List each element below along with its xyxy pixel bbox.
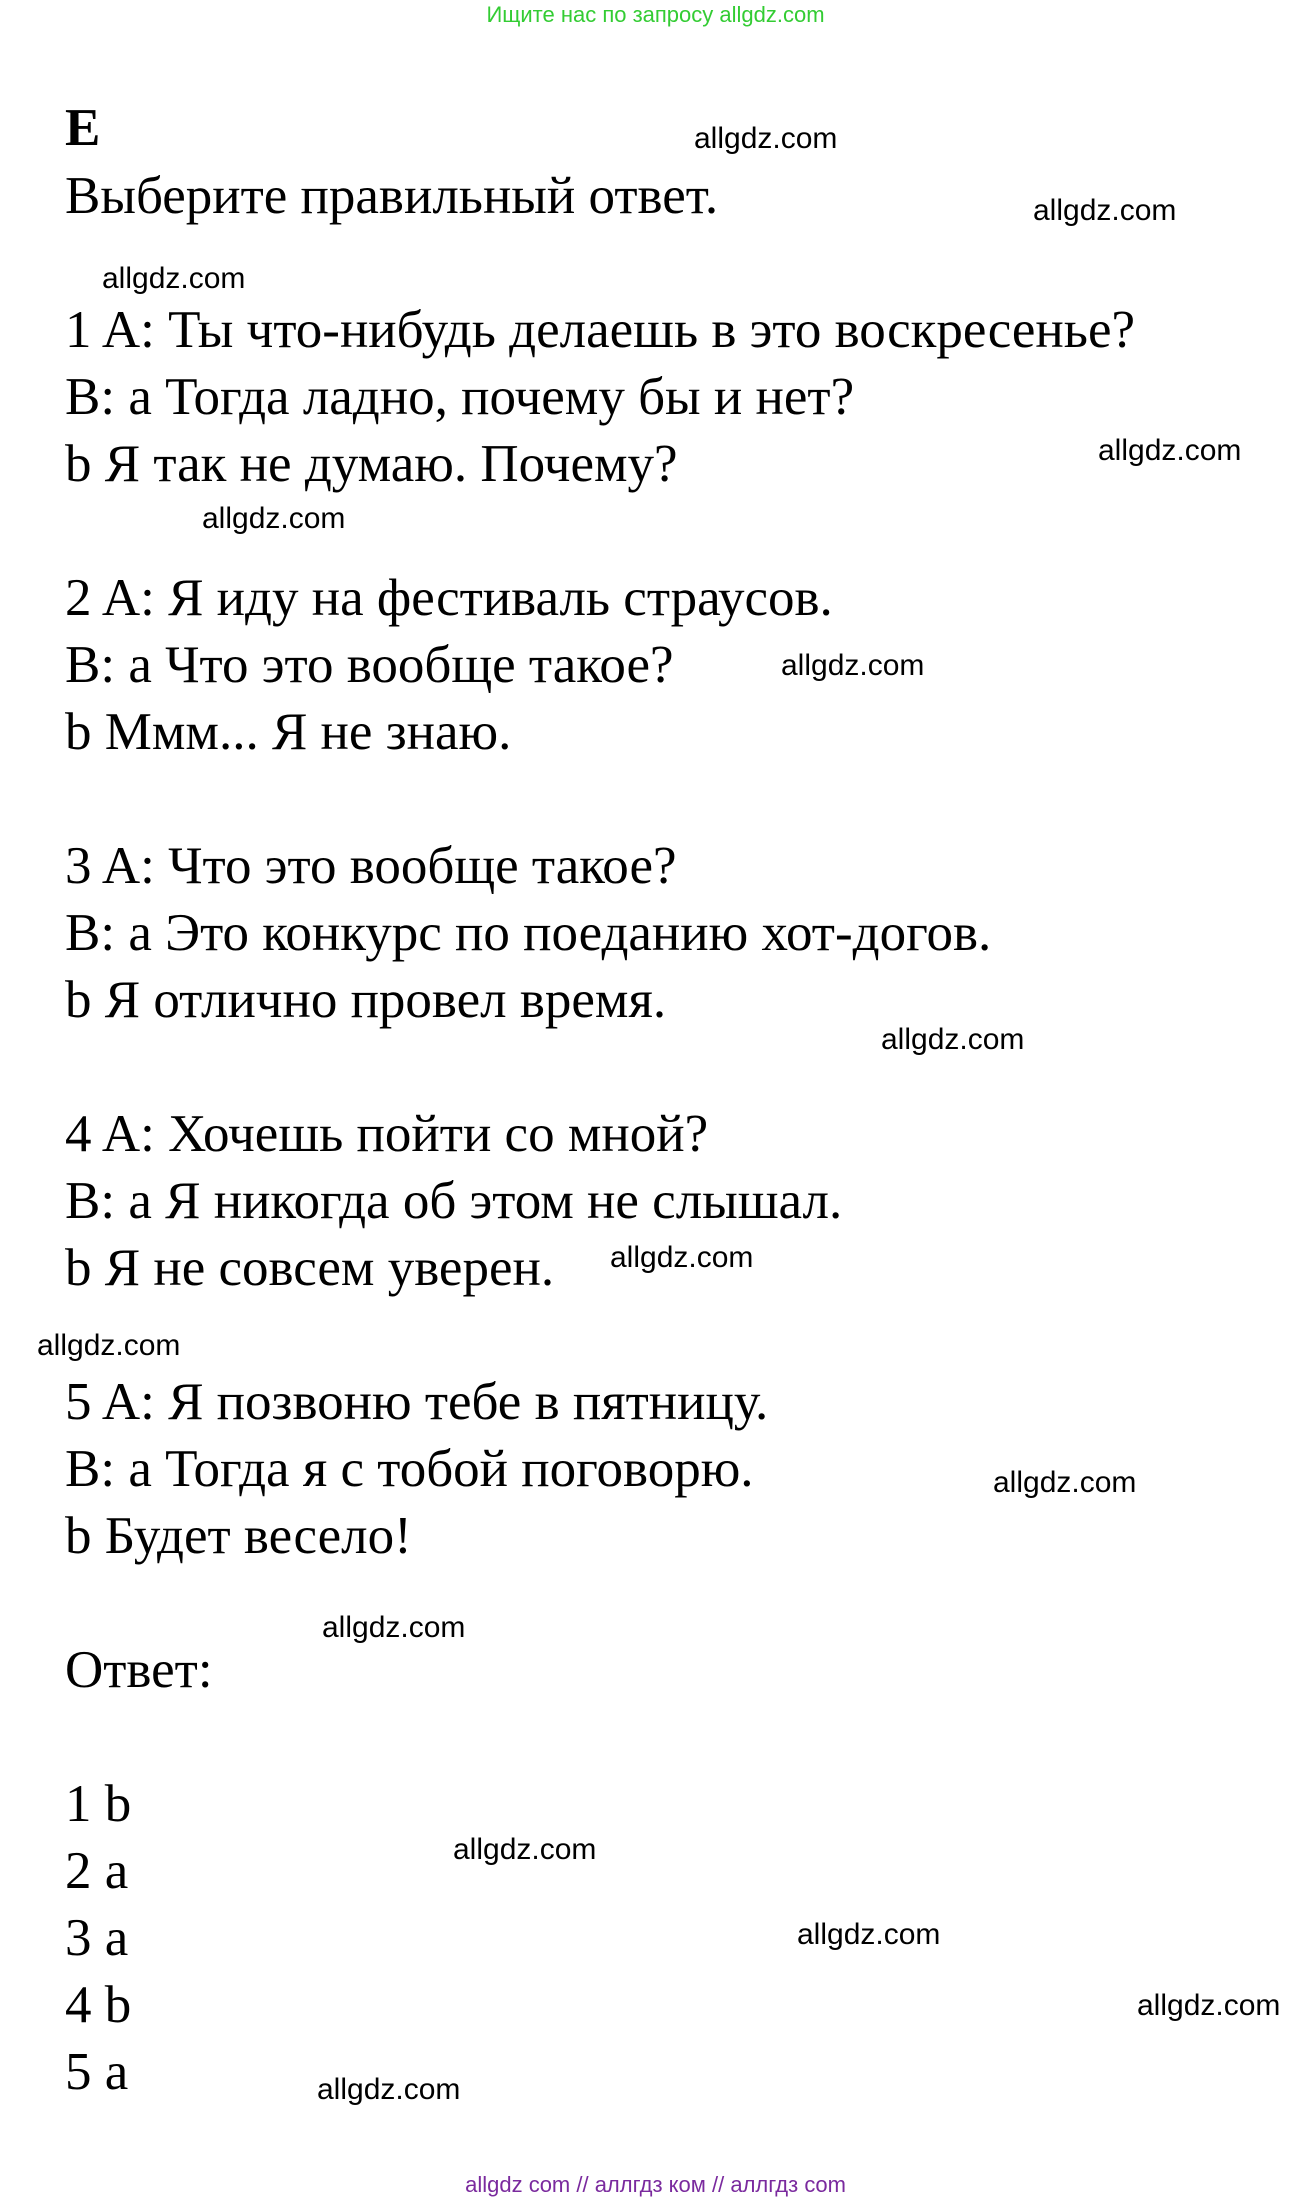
- watermark: allgdz.com: [610, 1241, 754, 1274]
- question-5-option-b: b Будет весело!: [65, 1507, 412, 1565]
- question-5-prompt: 5 A: Я позвоню тебе в пятницу.: [65, 1373, 769, 1431]
- answer-item: 1 b: [65, 1775, 132, 1833]
- watermark: allgdz.com: [881, 1023, 1025, 1056]
- question-3-option-b: b Я отлично провел время.: [65, 971, 667, 1029]
- question-3-prompt: 3 A: Что это вообще такое?: [65, 837, 677, 895]
- question-2-option-a: B: a Что это вообще такое?: [65, 636, 674, 694]
- watermark: allgdz.com: [322, 1611, 466, 1644]
- watermark: allgdz.com: [694, 122, 838, 155]
- question-1-option-a: B: a Тогда ладно, почему бы и нет?: [65, 368, 855, 426]
- watermark: allgdz.com: [317, 2073, 461, 2106]
- answer-item: 4 b: [65, 1976, 132, 2034]
- watermark: allgdz.com: [797, 1918, 941, 1951]
- watermark: allgdz.com: [37, 1329, 181, 1362]
- answer-item: 3 a: [65, 1909, 129, 1967]
- answer-label: Ответ:: [65, 1641, 213, 1699]
- question-2-prompt: 2 A: Я иду на фестиваль страусов.: [65, 569, 833, 627]
- watermark: allgdz.com: [1098, 434, 1242, 467]
- bottom-banner[interactable]: allgdz com // аллгдз ком // аллгдз com: [465, 2172, 846, 2197]
- watermark: allgdz.com: [102, 262, 246, 295]
- question-3-option-a: B: a Это конкурс по поеданию хот-догов.: [65, 904, 992, 962]
- top-banner[interactable]: Ищите нас по запросу allgdz.com: [486, 2, 825, 27]
- exercise-letter: E: [65, 99, 101, 157]
- question-1-option-b: b Я так не думаю. Почему?: [65, 435, 678, 493]
- question-4-option-b: b Я не совсем уверен.: [65, 1239, 555, 1297]
- question-5-option-a: B: a Тогда я с тобой поговорю.: [65, 1440, 754, 1498]
- watermark: allgdz.com: [1137, 1989, 1281, 2022]
- watermark: allgdz.com: [993, 1466, 1137, 1499]
- watermark: allgdz.com: [1033, 194, 1177, 227]
- watermark: allgdz.com: [781, 649, 925, 682]
- answer-item: 5 a: [65, 2043, 129, 2101]
- question-4-option-a: B: a Я никогда об этом не слышал.: [65, 1172, 843, 1230]
- instruction: Выберите правильный ответ.: [65, 167, 719, 225]
- watermark: allgdz.com: [202, 502, 346, 535]
- question-4-prompt: 4 A: Хочешь пойти со мной?: [65, 1105, 709, 1163]
- question-2-option-b: b Ммм... Я не знаю.: [65, 703, 512, 761]
- watermark: allgdz.com: [453, 1833, 597, 1866]
- question-1-prompt: 1 A: Ты что-нибудь делаешь в это воскресенье?: [65, 301, 1135, 359]
- answer-item: 2 a: [65, 1842, 129, 1900]
